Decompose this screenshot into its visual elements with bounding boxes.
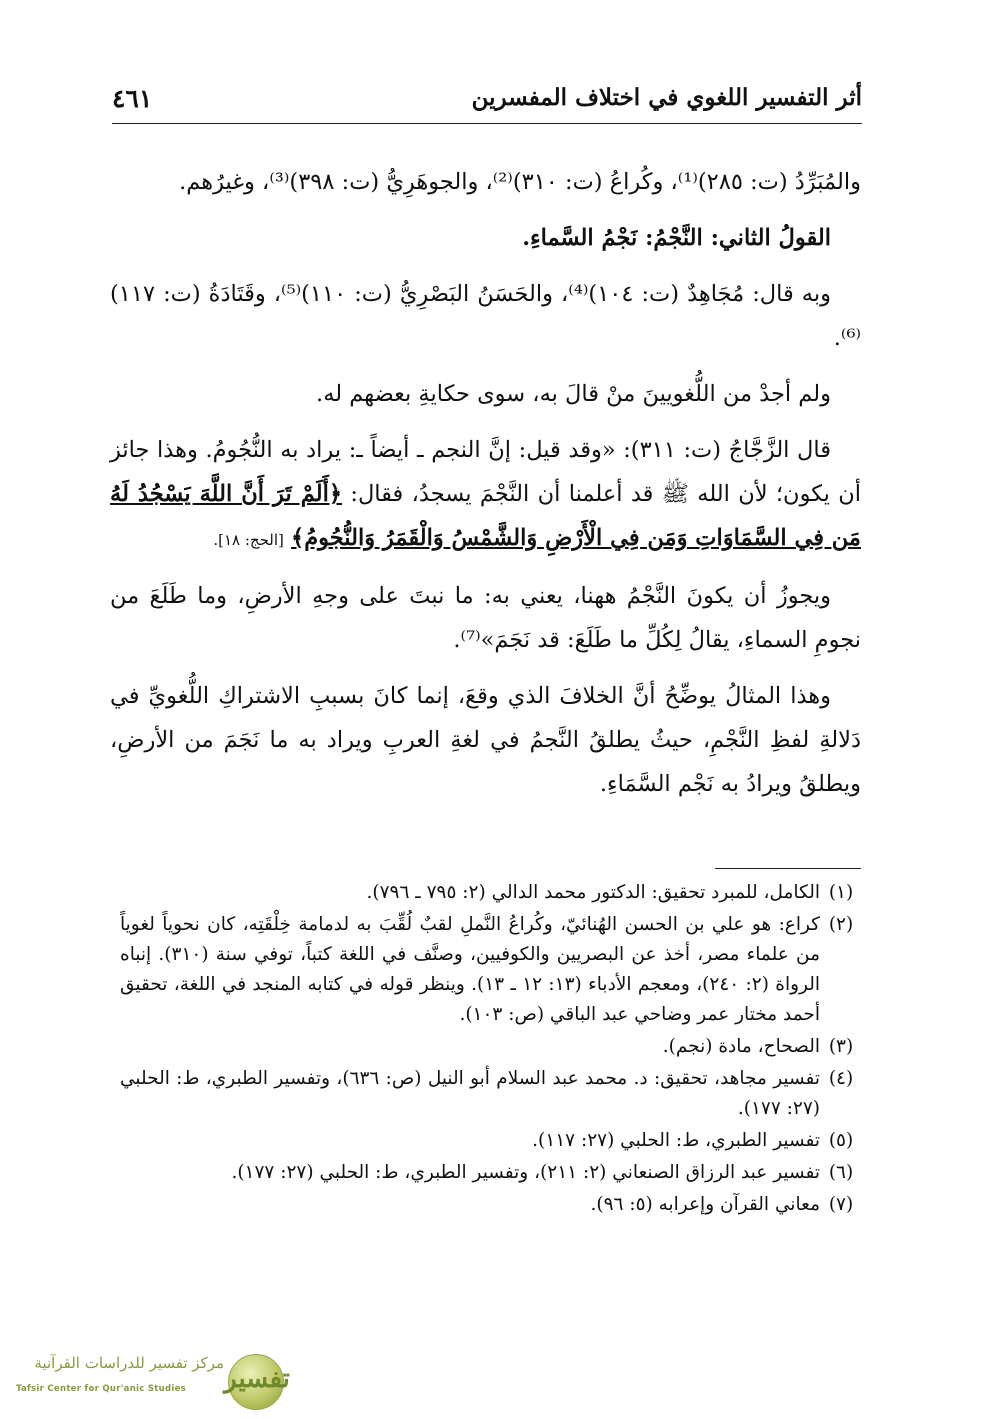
header-rule [112, 123, 862, 124]
footnote-item [120, 1190, 862, 1220]
footnote-number: (٧) [828, 1194, 854, 1215]
running-header [112, 84, 862, 120]
section-heading-second-opinion: القولُ الثاني: النَّجْمُ: نَجْمُ السَّماءِ. [522, 225, 831, 251]
footnote-text: الصحاح، مادة (نجم). [662, 1036, 820, 1057]
paragraph-4: ولم أجدْ من اللُّغويينَ منْ قالَ به، سوى حكايةِ بعضهم له. [316, 381, 831, 407]
footnote-text: كراع: هو علي بن الحسن الهُنائيّ، وكُراعُ النَّملِ لقبٌ لُقِّبَ به لدمامة خِلْقَتِه، كان نحوياً لغوياً من علماء مصر، أخذ عن البصريين والكوفيين، وصنَّف في اللغة كتباً، توفي سنة (٣١٠). إنباه الرواة (٢: ٢٤٠)، ومعجم الأدباء (١٣: ١٢ ـ ١٣). وينظر قوله في كتابه المنجد في اللغة، تحقيق أحمد مختار عمر وضاحي عبد الباقي (ص: ١٠٣). [120, 914, 821, 1025]
footnote-number: (٥) [828, 1130, 854, 1151]
zajjaj-quote: قال الزَّجَّاجُ (ت: ٣١١): «وقد قيل: إنَّ النجم ـ أيضاً ـ: يراد به النُّجُومُ. وهذا جائز أن يكون؛ لأن الله ﷺ قد أعلمنا أن النَّجْمَ يسجدُ، فقال: [110, 437, 861, 507]
footnotes [120, 878, 862, 1222]
quran-verse: ﴿أَلَمْ تَرَ أَنَّ اللَّهَ يَسْجُدُ لَهُ مَن فِي السَّمَاوَاتِ وَمَن فِي الْأَرْضِ وَالشَّمْسُ وَالْقَمَرُ وَالنُّجُومُ﴾ [110, 481, 861, 551]
verse-reference: [الحج: ١٨]. [213, 531, 284, 549]
footnote-item [120, 1064, 862, 1124]
footnote-text: تفسير الطبري، ط: الحلبي (٢٧: ١١٧). [532, 1130, 820, 1151]
footnote-text: تفسير عبد الرزاق الصنعاني (٢: ٢١١)، وتفسير الطبري، ط: الحلبي (٢٧: ١٧٧). [231, 1162, 820, 1183]
footnote-text: الكامل، للمبرد تحقيق: الدكتور محمد الدالي (٢: ٧٩٥ ـ ٧٩٦). [366, 882, 820, 903]
footnote-number: (٢) [828, 914, 854, 935]
footnote-item [120, 1158, 862, 1188]
footnote-item [120, 1126, 862, 1156]
paragraph-1: والمُبَرِّدُ (ت: ٢٨٥)⁽¹⁾، وكُراعُ (ت: ٣١٠)⁽²⁾، والجوهَرِيُّ (ت: ٣٩٨)⁽³⁾، وغيرُهم. [179, 169, 861, 195]
logo-mark: تفسير [224, 1364, 290, 1394]
paragraph-3: وبه قال: مُجَاهِدٌ (ت: ١٠٤)⁽⁴⁾، والحَسَنُ البَصْرِيُّ (ت: ١١٠)⁽⁵⁾، وقَتَادَةُ (ت: ١١٧)⁽⁶⁾. [110, 281, 861, 351]
footnote-number: (٤) [828, 1068, 854, 1089]
footnote-text: تفسير مجاهد، تحقيق: د. محمد عبد السلام أبو النيل (ص: ٦٣٦)، وتفسير الطبري، ط: الحلبي (٢٧: ١٧٧). [120, 1068, 821, 1119]
footnote-text: معاني القرآن وإعرابه (٥: ٩٦). [590, 1194, 820, 1215]
logo-arabic-name: مركز تفسير للدراسات القرآنية [34, 1354, 224, 1372]
running-title: أثر التفسير اللغوي في اختلاف المفسرين [471, 84, 862, 111]
footnote-item [120, 878, 862, 908]
footnote-number: (٣) [828, 1036, 854, 1057]
logo-english-name: Tafsir Center for Qur'anic Studies [16, 1384, 187, 1394]
paragraph-5 [110, 428, 861, 562]
footnote-number: (١) [828, 882, 854, 903]
paragraph-7: وهذا المثالُ يوضِّحُ أنَّ الخلافَ الذي وقعَ، إنما كانَ بسببِ الاشتراكِ اللُّغويِّ في دَلالةِ لفظِ النَّجْمِ، حيثُ يطلقُ النَّجمُ في لغةِ العربِ ويراد به ما نَجَمَ من الأرضِ، ويطلقُ ويرادُ به نَجْم السَّمَاءِ. [110, 683, 861, 797]
main-text [110, 160, 861, 818]
footnote-item [120, 1032, 862, 1062]
paragraph-6: ويجوزُ أن يكونَ النَّجْمُ ههنا، يعني به: ما نبتَ على وجهِ الأرضِ، وما طَلَعَ من نجومِ السماءِ، يقالُ لِكُلِّ ما طَلَعَ: قد نَجَمَ»⁽⁷⁾. [110, 583, 861, 653]
tafsir-center-logo [6, 1350, 306, 1412]
footnote-item [120, 910, 862, 1030]
page-number: ٤٦١ [112, 84, 153, 113]
footnote-number: (٦) [828, 1162, 854, 1183]
footnote-rule [715, 868, 861, 869]
